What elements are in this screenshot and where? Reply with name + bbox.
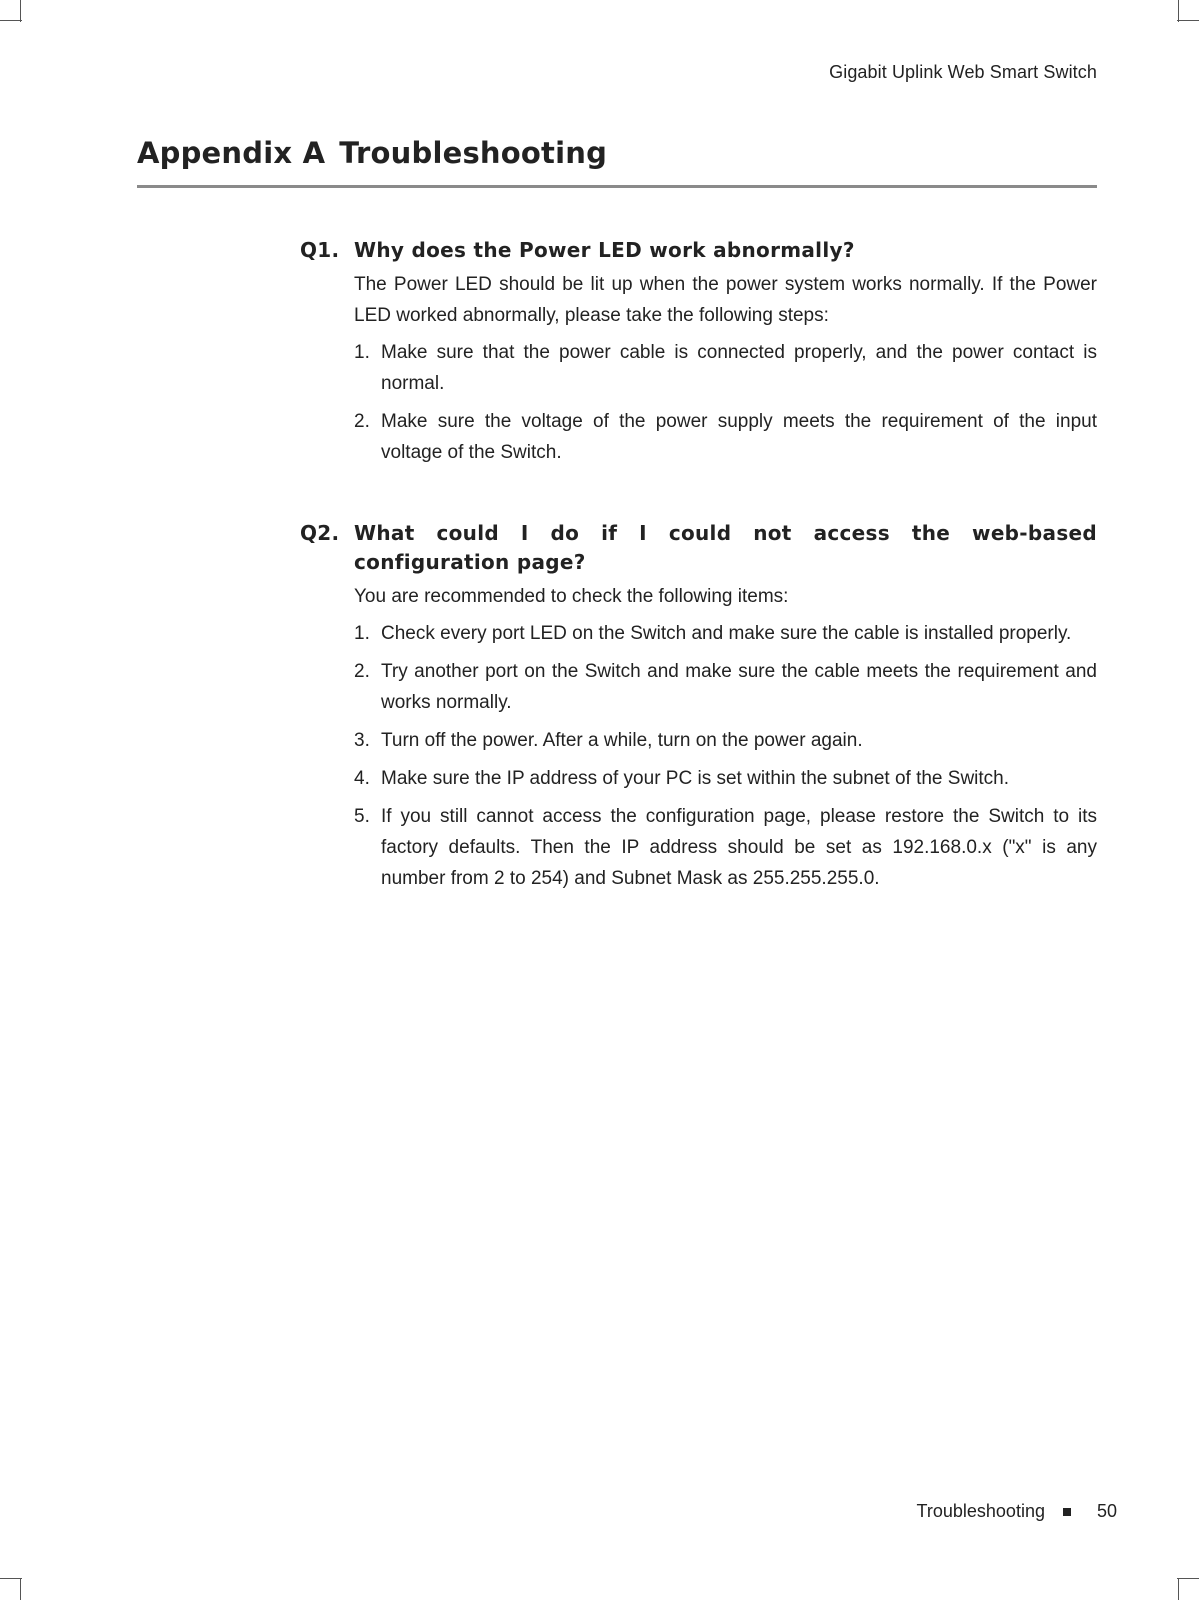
step-text: Make sure the voltage of the power supply meets the requirement of the input voltage of the Switch. [381, 411, 1097, 463]
list-item [354, 801, 1097, 894]
crop-mark [20, 0, 21, 22]
chapter-name: Troubleshooting [339, 136, 608, 170]
step-text: Try another port on the Switch and make sure the cable meets the requirement and works normally. [381, 661, 1097, 713]
crop-mark [1178, 1578, 1179, 1600]
step-text: Check every port LED on the Switch and make sure the cable is installed properly. [381, 623, 1072, 644]
question-number: Q2. [300, 521, 340, 545]
question-text: Why does the Power LED work abnormally? [354, 238, 855, 262]
title-rule [137, 185, 1097, 188]
answer-body [354, 581, 1097, 894]
steps-list [354, 618, 1097, 894]
list-item [354, 763, 1097, 794]
running-header: Gigabit Uplink Web Smart Switch [829, 62, 1097, 82]
crop-mark [1178, 0, 1179, 22]
page-number: 50 [1096, 1501, 1117, 1521]
question-heading [300, 236, 1097, 265]
step-text: Turn off the power. After a while, turn on the power again. [381, 730, 863, 751]
step-number: 3. [354, 730, 370, 751]
faq-item [300, 236, 1097, 468]
footer-section: Troubleshooting [916, 1501, 1045, 1521]
crop-mark [0, 1578, 22, 1579]
step-number: 2. [354, 661, 370, 682]
page-footer [917, 1501, 1117, 1522]
step-number: 2. [354, 411, 370, 432]
step-number: 5. [354, 806, 370, 827]
question-heading [300, 519, 1097, 577]
question-number: Q1. [300, 238, 340, 262]
chapter-label: Appendix A [137, 136, 326, 170]
faq-content [300, 236, 1097, 945]
crop-mark [1177, 1578, 1199, 1579]
step-number: 1. [354, 342, 370, 363]
crop-mark [0, 20, 22, 21]
step-text: Make sure the IP address of your PC is set within the subnet of the Switch. [381, 768, 1010, 789]
list-item [354, 337, 1097, 399]
answer-body [354, 269, 1097, 468]
question-text: What could I do if I could not access the web-based configuration page? [354, 521, 1097, 574]
step-text: Make sure that the power cable is connected properly, and the power contact is normal. [381, 342, 1097, 394]
list-item [354, 656, 1097, 718]
list-item [354, 725, 1097, 756]
crop-mark [1177, 20, 1199, 21]
faq-item [300, 519, 1097, 894]
step-number: 1. [354, 623, 370, 644]
step-number: 4. [354, 768, 370, 789]
answer-intro: The Power LED should be lit up when the power system works normally. If the Power LED worked abnormally, please take the following steps: [354, 274, 1097, 326]
square-bullet-icon [1063, 1508, 1071, 1516]
answer-intro: You are recommended to check the following items: [354, 586, 789, 607]
steps-list [354, 337, 1097, 468]
list-item [354, 618, 1097, 649]
step-text: If you still cannot access the configuration page, please restore the Switch to its factory defaults. Then the IP address should be set as 192.168.0.x ("x" is any number from 2 to 254) and Subnet Mask as 255.255.255.0. [381, 806, 1097, 889]
crop-mark [20, 1578, 21, 1600]
list-item [354, 406, 1097, 468]
chapter-title [137, 136, 607, 170]
